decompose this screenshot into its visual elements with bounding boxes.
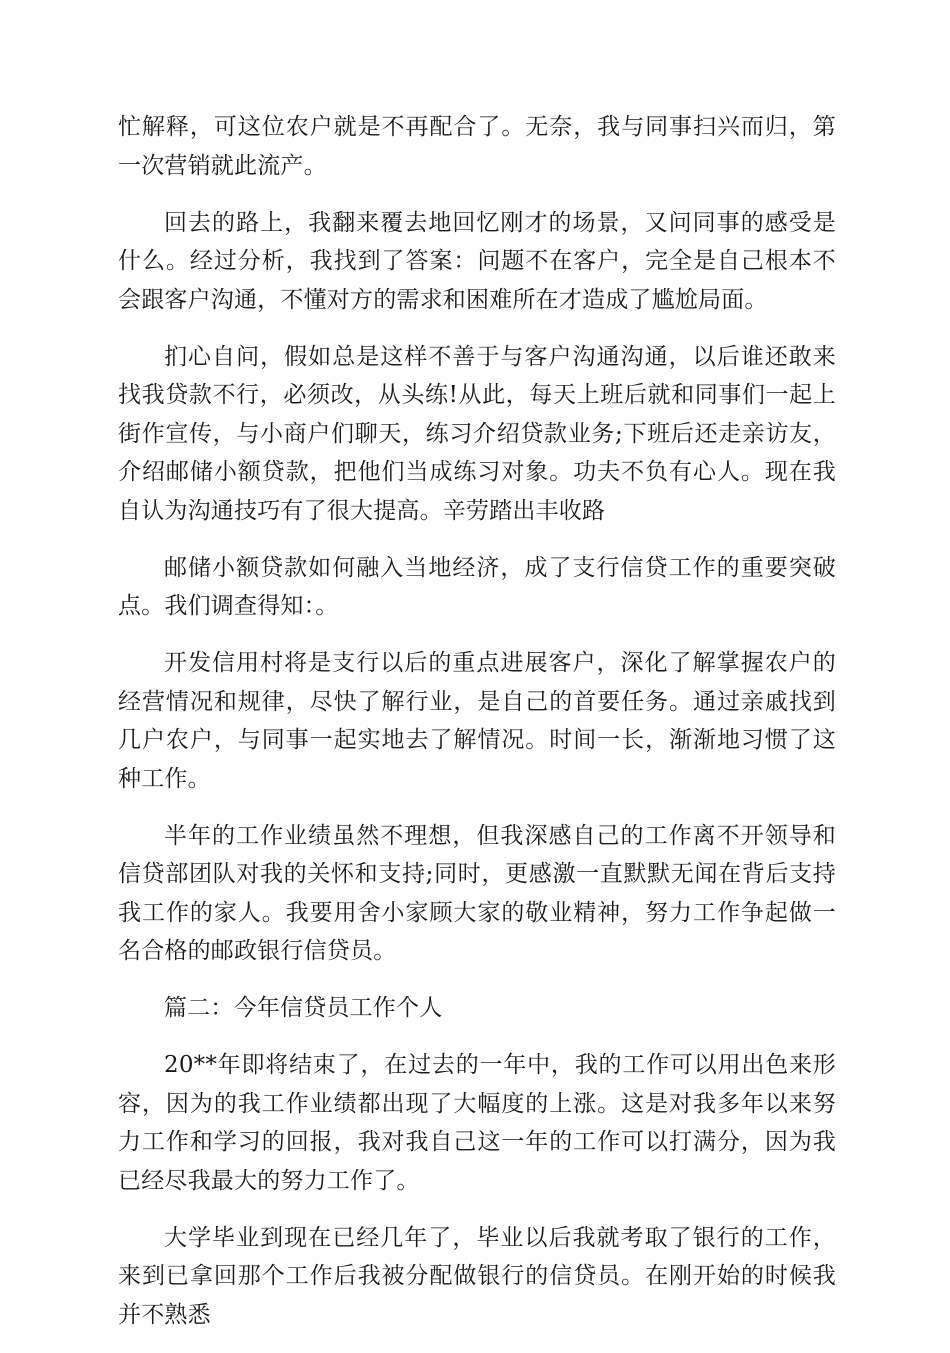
paragraph-continuation: 忙解释，可这位农户就是不再配合了。无奈，我与同事扫兴而归，第一次营销就此流产。 <box>118 114 836 179</box>
paragraph: 大学毕业到现在已经几年了，毕业以后我就考取了银行的工作，来到已拿回那个工作后我被分配做银行的信贷员。在刚开始的时候我并不熟悉 <box>118 1224 836 1328</box>
section-heading: 篇二：今年信贷员工作个人 <box>164 995 443 1021</box>
paragraph: 扪心自问，假如总是这样不善于与客户沟通沟通，以后谁还敢来找我贷款不行，必须改，从头练!从此，每天上班后就和同事们一起上街作宣传，与小商户们聊天，练习介绍贷款业务;下班后还走亲访友，介绍邮储小额贷款，把他们当成练习对象。功夫不负有心人。现在我自认为沟通技巧有了很大提高。辛劳踏出丰收路 <box>118 343 836 524</box>
document-page <box>118 108 836 1353</box>
paragraph: 半年的工作业绩虽然不理想，但我深感自己的工作离不开领导和信贷部团队对我的关怀和支持;同时，更感激一直默默无闻在背后支持我工作的家人。我要用舍小家顾大家的敬业精神，努力工作争起做一名合格的邮政银行信贷员。 <box>118 822 836 964</box>
paragraph: 开发信用村将是支行以后的重点进展客户，深化了解掌握农户的经营情况和规律，尽快了解行业，是自己的首要任务。通过亲戚找到几户农户，与同事一起实地去了解情况。时间一长，渐渐地习惯了这种工作。 <box>118 650 836 792</box>
paragraph: 回去的路上，我翻来覆去地回忆刚才的场景，又问同事的感受是什么。经过分析，我找到了答案：问题不在客户，完全是自己根本不会跟客户沟通，不懂对方的需求和困难所在才造成了尴尬局面。 <box>118 209 836 313</box>
paragraph: 20**年即将结束了，在过去的一年中，我的工作可以用出色来形容，因为的我工作业绩都出现了大幅度的上涨。这是对我多年以来努力工作和学习的回报，我对我自己这一年的工作可以打满分，因为我已经尽我最大的努力工作了。 <box>118 1052 836 1194</box>
paragraph: 邮储小额贷款如何融入当地经济，成了支行信贷工作的重要突破点。我们调查得知：。 <box>118 554 836 619</box>
